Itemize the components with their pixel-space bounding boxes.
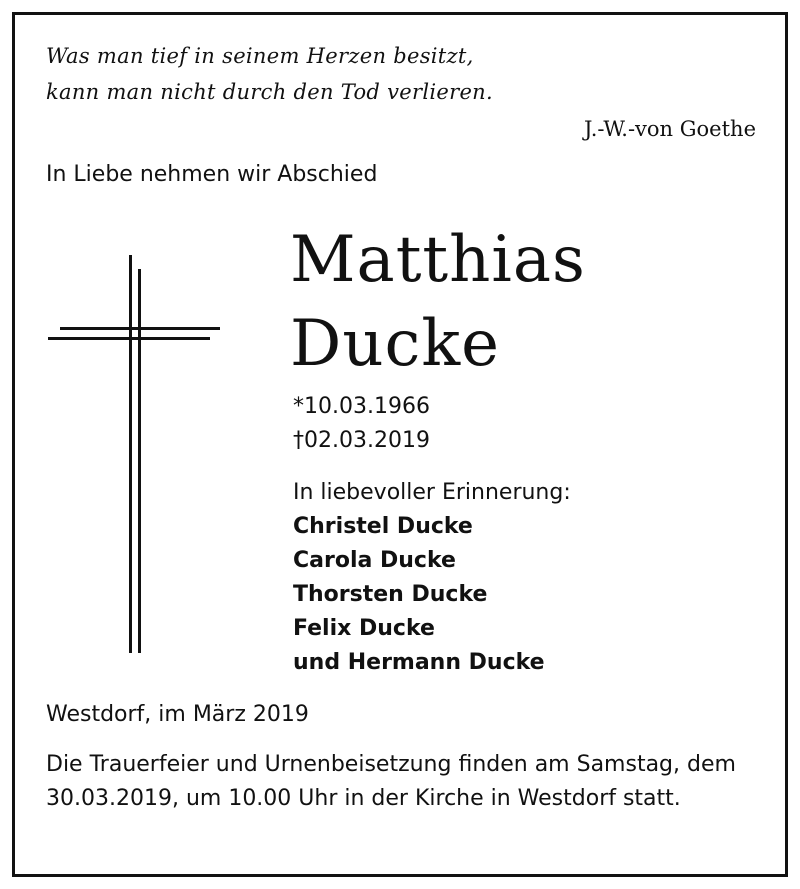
quote-line-2: kann man nicht durch den Tod verlieren.: [46, 80, 493, 104]
mourner-name: Felix Ducke: [293, 616, 435, 641]
cross-icon: [44, 255, 224, 655]
quote-line-1: Was man tief in seinem Herzen besitzt,: [46, 44, 474, 68]
birth-date: *10.03.1966: [293, 394, 430, 419]
mourner-name: Christel Ducke: [293, 514, 473, 539]
mourner-name: Carola Ducke: [293, 548, 456, 573]
memory-heading: In liebevoller Erinnerung:: [293, 480, 571, 505]
farewell-text: In Liebe nehmen wir Abschied: [46, 162, 378, 187]
mourner-name: Thorsten Ducke: [293, 582, 488, 607]
quote-author: J.-W.-von Goethe: [583, 117, 756, 141]
deceased-first-name: Matthias: [290, 223, 586, 297]
ceremony-info: Die Trauerfeier und Urnenbeisetzung finden am Samstag, dem 30.03.2019, um 10.00 Uhr in der Kirche in Westdorf statt.: [46, 752, 736, 811]
deceased-last-name: Ducke: [290, 307, 501, 381]
place-date: Westdorf, im März 2019: [46, 702, 309, 727]
mourner-name: und Hermann Ducke: [293, 650, 545, 675]
death-date: †02.03.2019: [293, 428, 430, 453]
